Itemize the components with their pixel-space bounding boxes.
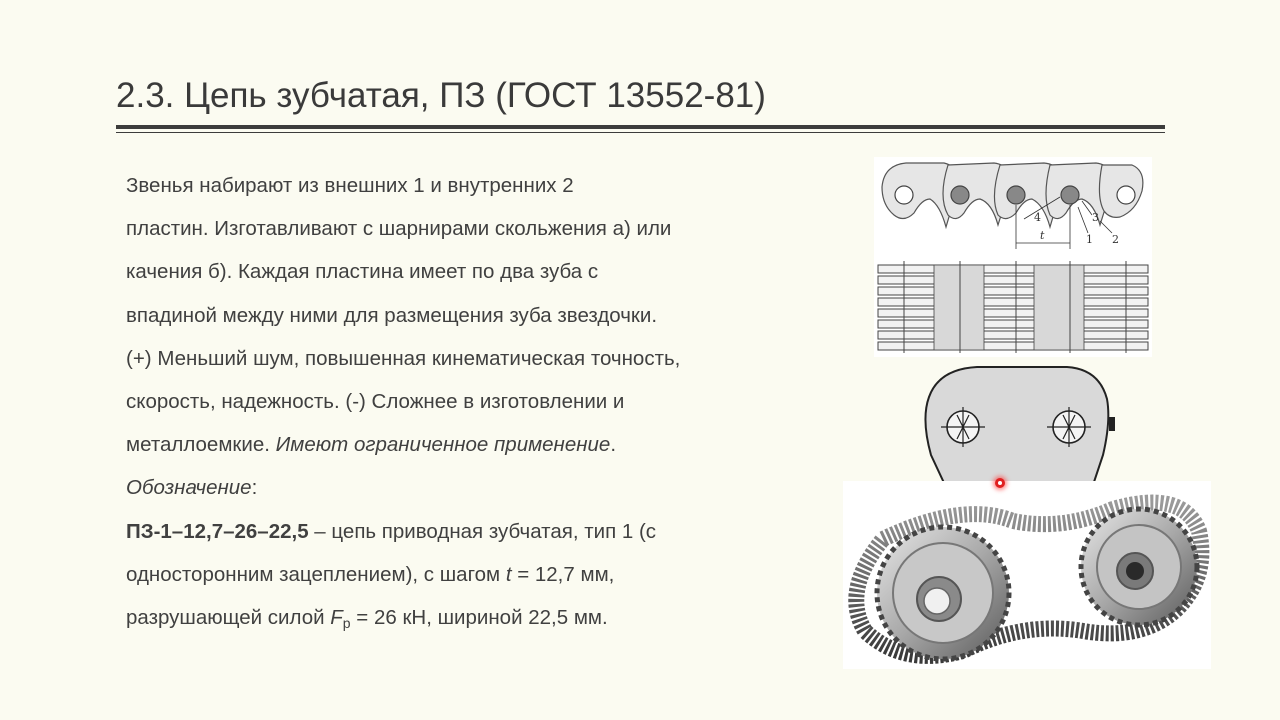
limited-use-text: Имеют ограниченное применение [275,433,611,457]
pitch-line-a: односторонним зацеплением), с шагом [126,562,506,586]
body-text [126,164,806,639]
label-3: 3 [1092,211,1099,224]
body-line-6: скорость, надежность. (-) Сложнее в изготовлении и [126,390,625,414]
pitch-line [126,553,806,596]
pitch-line-b: = 12,7 мм, [511,562,615,586]
body-line-7-end: . [610,433,617,457]
label-4: 4 [1034,211,1041,224]
title-rule-thin [116,132,1165,133]
chain-link-drawing [874,157,1152,357]
designation-line [126,510,806,553]
force-symbol: F [330,606,343,630]
chain-drive-photo [843,481,1211,669]
body-line-1: Звенья набирают из внешних 1 и внутренних 2 [126,174,574,197]
force-line [126,596,806,639]
force-subscript: р [342,615,351,632]
body-line-5: (+) Меньший шум, повышенная кинематическая точность, [126,346,681,370]
title-rule-thick [116,125,1165,129]
slide-title: 2.3. Цепь зубчатая, ПЗ (ГОСТ 13552-81) [116,76,766,115]
body-line-7-text: металлоемкие. [126,433,276,457]
laser-pointer-dot [995,478,1005,488]
force-line-a: разрушающей силой [126,606,331,630]
designation-label: Обозначение [126,476,252,500]
body-line-4: впадиной между ними для размещения зуба звездочки. [126,303,658,327]
label-1: 1 [1086,233,1093,246]
chain-code: ПЗ-1–12,7–26–22,5 [126,519,309,543]
pitch-symbol: t [505,562,512,586]
chain-drive-svg [843,481,1211,669]
tooth-plate-svg [917,359,1117,489]
label-2: 2 [1112,233,1119,246]
label-t: t [1040,229,1045,242]
body-line-7 [126,423,806,466]
force-line-b: = 26 кН, шириной 22,5 мм. [350,606,608,630]
tooth-plate-drawing [917,359,1117,489]
designation-heading [126,466,806,509]
body-line-2: пластин. Изготавливают с шарнирами скольжения а) или [126,217,672,241]
chain-code-description: – цепь приводная зубчатая, тип 1 (с [308,519,657,543]
body-line-3: качения б). Каждая пластина имеет по два зуба с [126,260,599,284]
designation-colon: : [251,476,258,500]
chain-link-drawing-svg [874,157,1152,357]
